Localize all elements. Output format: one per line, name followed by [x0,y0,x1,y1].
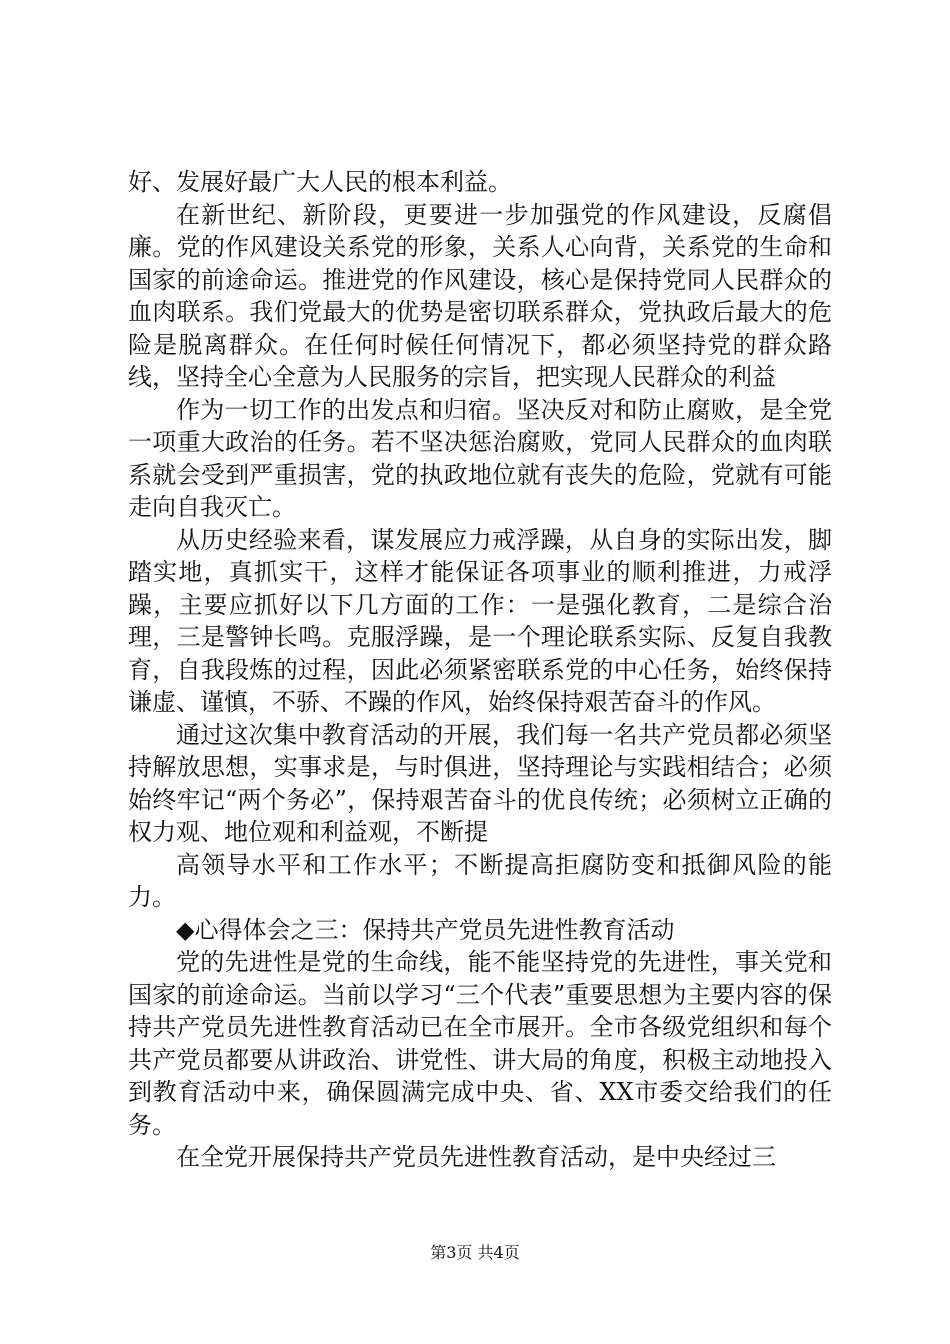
paragraph-2: 在新世纪、新阶段，更要进一步加强党的作风建设，反腐倡廉。党的作风建设关系党的形象，关系人心向背，关系党的生命和国家的前途命运。推进党的作风建设，核心是保持党同人民群众的血肉联系。我们党最大的优势是密切联系群众，党执政后最大的危险是脱离群众。在任何时候任何情况下，都必须坚持党的群众路线，坚持全心全意为人民服务的宗旨，把实现人民群众的利益 [128,200,832,391]
document-body [128,166,832,1174]
paragraph-7: 党的先进性是党的生命线，能不能坚持党的先进性，事关党和国家的前途命运。当前以学习“三个代表”重要思想为主要内容的保持共产党员先进性教育活动已在全市展开。全市各级党组织和每个共产党员都要从讲政治、讲党性、讲大局的角度，积极主动地投入到教育活动中来，确保圆满完成中央、省、XX市委交给我们的任务。 [128,948,832,1139]
section-heading: ◆心得体会之三：保持共产党员先进性教育活动 [176,915,675,944]
paragraph-4: 从历史经验来看，谋发展应力戒浮躁，从自身的实际出发，脚踏实地，真抓实干，这样才能保证各项事业的顺利推进，力戒浮躁，主要应抓好以下几方面的工作：一是强化教育，二是综合治理，三是警钟长鸣。克服浮躁，是一个理论联系实际、反复自我教育，自我段炼的过程，因此必须紧密联系党的中心任务，始终保持谦虚、谨慎，不骄、不躁的作风，始终保持艰苦奋斗的作风。 [128,525,832,716]
paragraph-8: 在全党开展保持共产党员先进性教育活动，是中央经过三 [176,1143,776,1171]
paragraph-5: 通过这次集中教育活动的开展，我们每一名共产党员都必须坚持解放思想，实事求是，与时俱进，坚持理论与实践相结合；必须始终牢记“两个务必”，保持艰苦奋斗的优良传统；必须树立正确的权力观、地位观和利益观，不断提 [128,720,832,846]
paragraph-3: 作为一切工作的出发点和归宿。坚决反对和防止腐败，是全党一项重大政治的任务。若不坚决惩治腐败，党同人民群众的血肉联系就会受到严重损害，党的执政地位就有丧失的危险，党就有可能走向自我灭亡。 [128,395,832,521]
paragraph-6: 高领导水平和工作水平；不断提高拒腐防变和抵御风险的能力。 [128,850,832,911]
paragraph-1: 好、发展好最广大人民的根本利益。 [128,168,512,196]
page-number-footer: 第3页 共4页 [430,1243,520,1262]
